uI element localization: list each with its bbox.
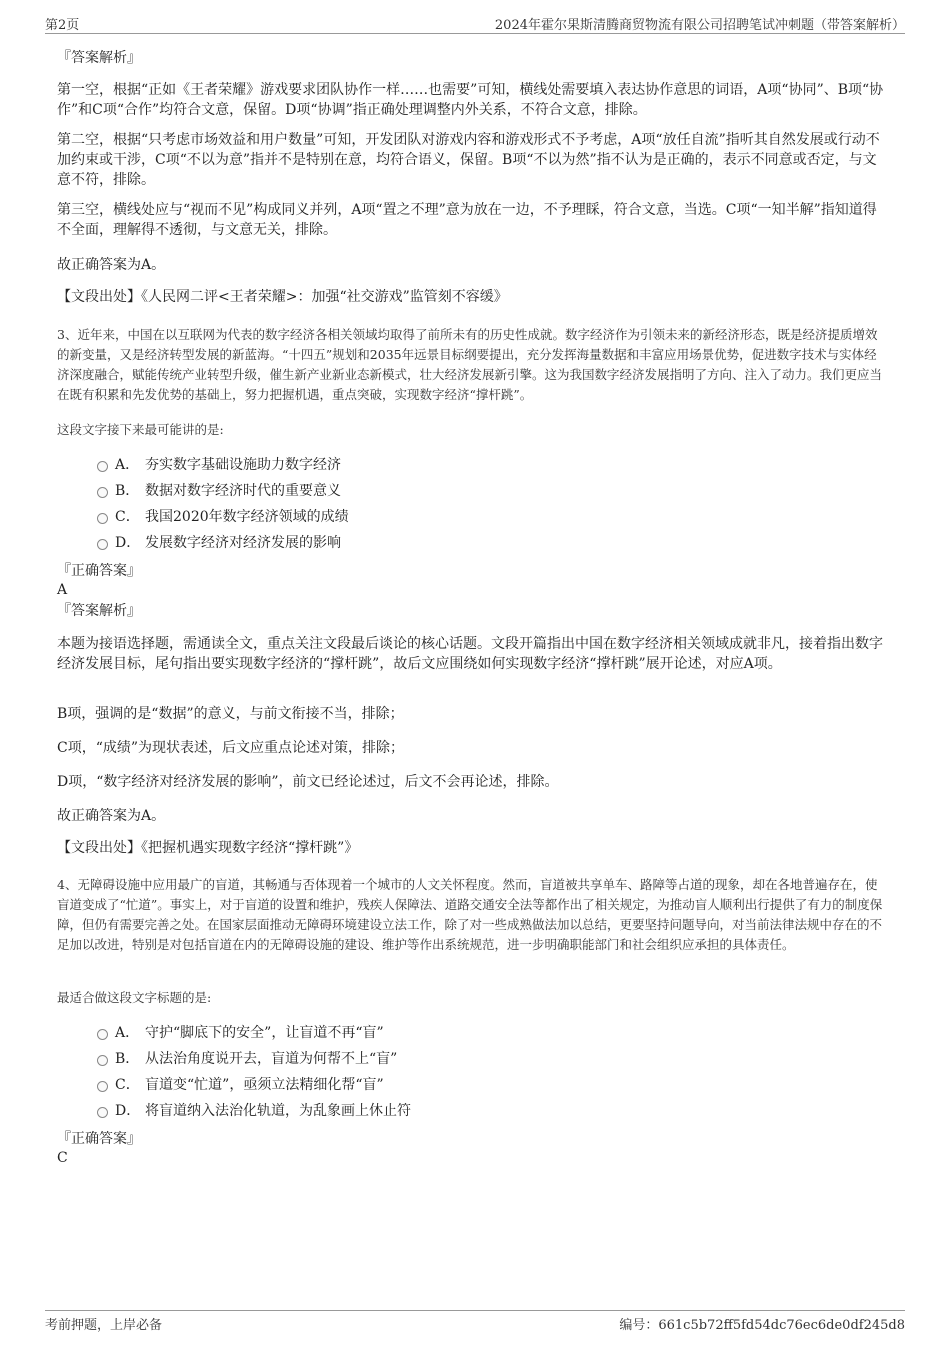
q4-question: 最适合做这段文字标题的是: bbox=[57, 990, 212, 1005]
option-text: 从法治角度说开去，盲道为何帮不上“盲” bbox=[145, 1051, 398, 1067]
option-letter: C． bbox=[115, 1077, 140, 1093]
q3-analysis-label: 『答案解析』 bbox=[57, 603, 141, 619]
q3-option-d[interactable] bbox=[97, 533, 341, 553]
option-text: 发展数字经济对经济发展的影响 bbox=[145, 535, 341, 551]
radio-icon[interactable] bbox=[97, 1081, 108, 1092]
q3-option-b[interactable] bbox=[97, 481, 341, 501]
q4-answer: C bbox=[57, 1150, 68, 1166]
radio-icon[interactable] bbox=[97, 1107, 108, 1118]
q3-option-c[interactable] bbox=[97, 507, 349, 527]
q3-option-a[interactable] bbox=[97, 455, 341, 475]
q3-answer-label: 『正确答案』 bbox=[57, 563, 141, 579]
radio-icon[interactable] bbox=[97, 513, 108, 524]
option-letter: D． bbox=[115, 535, 141, 551]
q2-analysis-paragraph-2: 第二空，根据“只考虑市场效益和用户数量”可知，开发团队对游戏内容和游戏形式不予考虑，A项“放任自流”指听其自然发展或行动不加约束或干涉，C项“不以为意”指并不是特别在意，均符合语义，保留。B项“不以为然”指不认为是正确的，表示不同意或否定，与文意不符，排除。 bbox=[57, 132, 880, 188]
page-number: 第2页 bbox=[45, 18, 80, 33]
radio-icon[interactable] bbox=[97, 1055, 108, 1066]
radio-icon[interactable] bbox=[97, 487, 108, 498]
option-letter: A． bbox=[115, 457, 140, 473]
option-text: 盲道变“忙道”，亟须立法精细化帮“盲” bbox=[145, 1077, 384, 1093]
option-letter: C． bbox=[115, 509, 140, 525]
q4-option-b[interactable] bbox=[97, 1049, 397, 1069]
q3-question: 这段文字接下来最可能讲的是: bbox=[57, 422, 224, 437]
radio-icon[interactable] bbox=[97, 539, 108, 550]
q3-stem: 3、近年来，中国在以互联网为代表的数字经济各相关领域均取得了前所未有的历史性成就。数字经济作为引领未来的新经济形态，既是经济提质增效的新变量，又是经济转型发展的新蓝海。“十四五”规划和2035年远景目标纲要提出，充分发挥海量数据和丰富应用场景优势，促进数字技术与实体经济深度融合，赋能传统产业转型升级，催生新产业新业态新模式，壮大经济发展新引擎。这为我国数字经济发展指明了方向、注入了动力。我们更应当在既有积累和先发优势的基础上，努力把握机遇，重点突破，实现数字经济“撑杆跳”。 bbox=[57, 327, 883, 402]
q3-analysis-paragraph-3: C项，“成绩”为现状表述，后文应重点论述对策，排除； bbox=[57, 740, 405, 756]
q3-answer: A bbox=[57, 582, 68, 598]
radio-icon[interactable] bbox=[97, 1029, 108, 1040]
q2-analysis-paragraph-1: 第一空，根据“正如《王者荣耀》游戏要求团队协作一样……也需要”可知，横线处需要填入表达协作意思的词语，A项“协同”、B项“协作”和C项“合作”均符合文意，保留。D项“协调”指正确处理调整内外关系，不符合文意，排除。 bbox=[57, 82, 884, 118]
option-text: 将盲道纳入法治化轨道，为乱象画上休止符 bbox=[145, 1103, 411, 1119]
q3-analysis-paragraph-2: B项，强调的是“数据”的意义，与前文衔接不当，排除； bbox=[57, 706, 404, 722]
option-text: 守护“脚底下的安全”，让盲道不再“盲” bbox=[145, 1025, 384, 1041]
page-header bbox=[45, 12, 905, 34]
q3-analysis-paragraph-1: 本题为接语选择题，需通读全文，重点关注文段最后谈论的核心话题。文段开篇指出中国在数字经济相关领域成就非凡，接着指出数字经济发展目标，尾句指出要实现数字经济的“撑杆跳”，故后文应围绕如何实现数字经济“撑杆跳”展开论述，对应A项。 bbox=[57, 636, 883, 672]
page-footer bbox=[45, 1310, 905, 1340]
q2-conclusion: 故正确答案为A。 bbox=[57, 257, 166, 273]
document-title: 2024年霍尔果斯清腾商贸物流有限公司招聘笔试冲刺题（带答案解析） bbox=[494, 18, 905, 33]
footer-code: 编号：661c5b72ff5fd54dc76ec6de0df245d8 bbox=[619, 1318, 905, 1333]
q4-option-d[interactable] bbox=[97, 1101, 411, 1121]
q4-option-c[interactable] bbox=[97, 1075, 384, 1095]
option-text: 数据对数字经济时代的重要意义 bbox=[145, 483, 341, 499]
q3-analysis-paragraph-4: D项，“数字经济对经济发展的影响”，前文已经论述过，后文不会再论述，排除。 bbox=[57, 774, 559, 790]
q3-conclusion: 故正确答案为A。 bbox=[57, 808, 166, 824]
option-letter: A． bbox=[115, 1025, 140, 1041]
option-letter: B． bbox=[115, 483, 140, 499]
q4-option-a[interactable] bbox=[97, 1023, 384, 1043]
q2-analysis-label: 『答案解析』 bbox=[57, 50, 141, 66]
q2-source: 【文段出处】《人民网二评<王者荣耀>：加强“社交游戏”监管刻不容缓》 bbox=[57, 289, 508, 305]
option-text: 夯实数字基础设施助力数字经济 bbox=[145, 457, 341, 473]
option-letter: D． bbox=[115, 1103, 141, 1119]
q4-answer-label: 『正确答案』 bbox=[57, 1131, 141, 1147]
q2-analysis-paragraph-3: 第三空，横线处应与“视而不见”构成同义并列，A项“置之不理”意为放在一边，不予理睬，符合文意，当选。C项“一知半解”指知道得不全面，理解得不透彻，与文意无关，排除。 bbox=[57, 202, 877, 238]
footer-slogan: 考前押题，上岸必备 bbox=[45, 1318, 163, 1333]
option-text: 我国2020年数字经济领域的成绩 bbox=[145, 509, 349, 525]
q4-stem: 4、无障碍设施中应用最广的盲道，其畅通与否体现着一个城市的人文关怀程度。然而，盲道被共享单车、路障等占道的现象，却在各地普遍存在，使盲道变成了“忙道”。事实上，对于盲道的设置和维护，残疾人保障法、道路交通安全法等都作出了相关规定，为推动盲人顺利出行提供了有力的制度保障，但仍有需要完善之处。在国家层面推动无障碍环境建设立法工作，除了对一些成熟做法加以总结，更要坚持问题导向，对当前法律法规中存在的不足加以改进，特别是对包括盲道在内的无障碍设施的建设、维护等作出系统规范，进一步明确职能部门和社会组织应承担的具体责任。 bbox=[57, 877, 883, 952]
option-letter: B． bbox=[115, 1051, 140, 1067]
radio-icon[interactable] bbox=[97, 461, 108, 472]
q3-source: 【文段出处】《把握机遇实现数字经济“撑杆跳”》 bbox=[57, 840, 359, 856]
